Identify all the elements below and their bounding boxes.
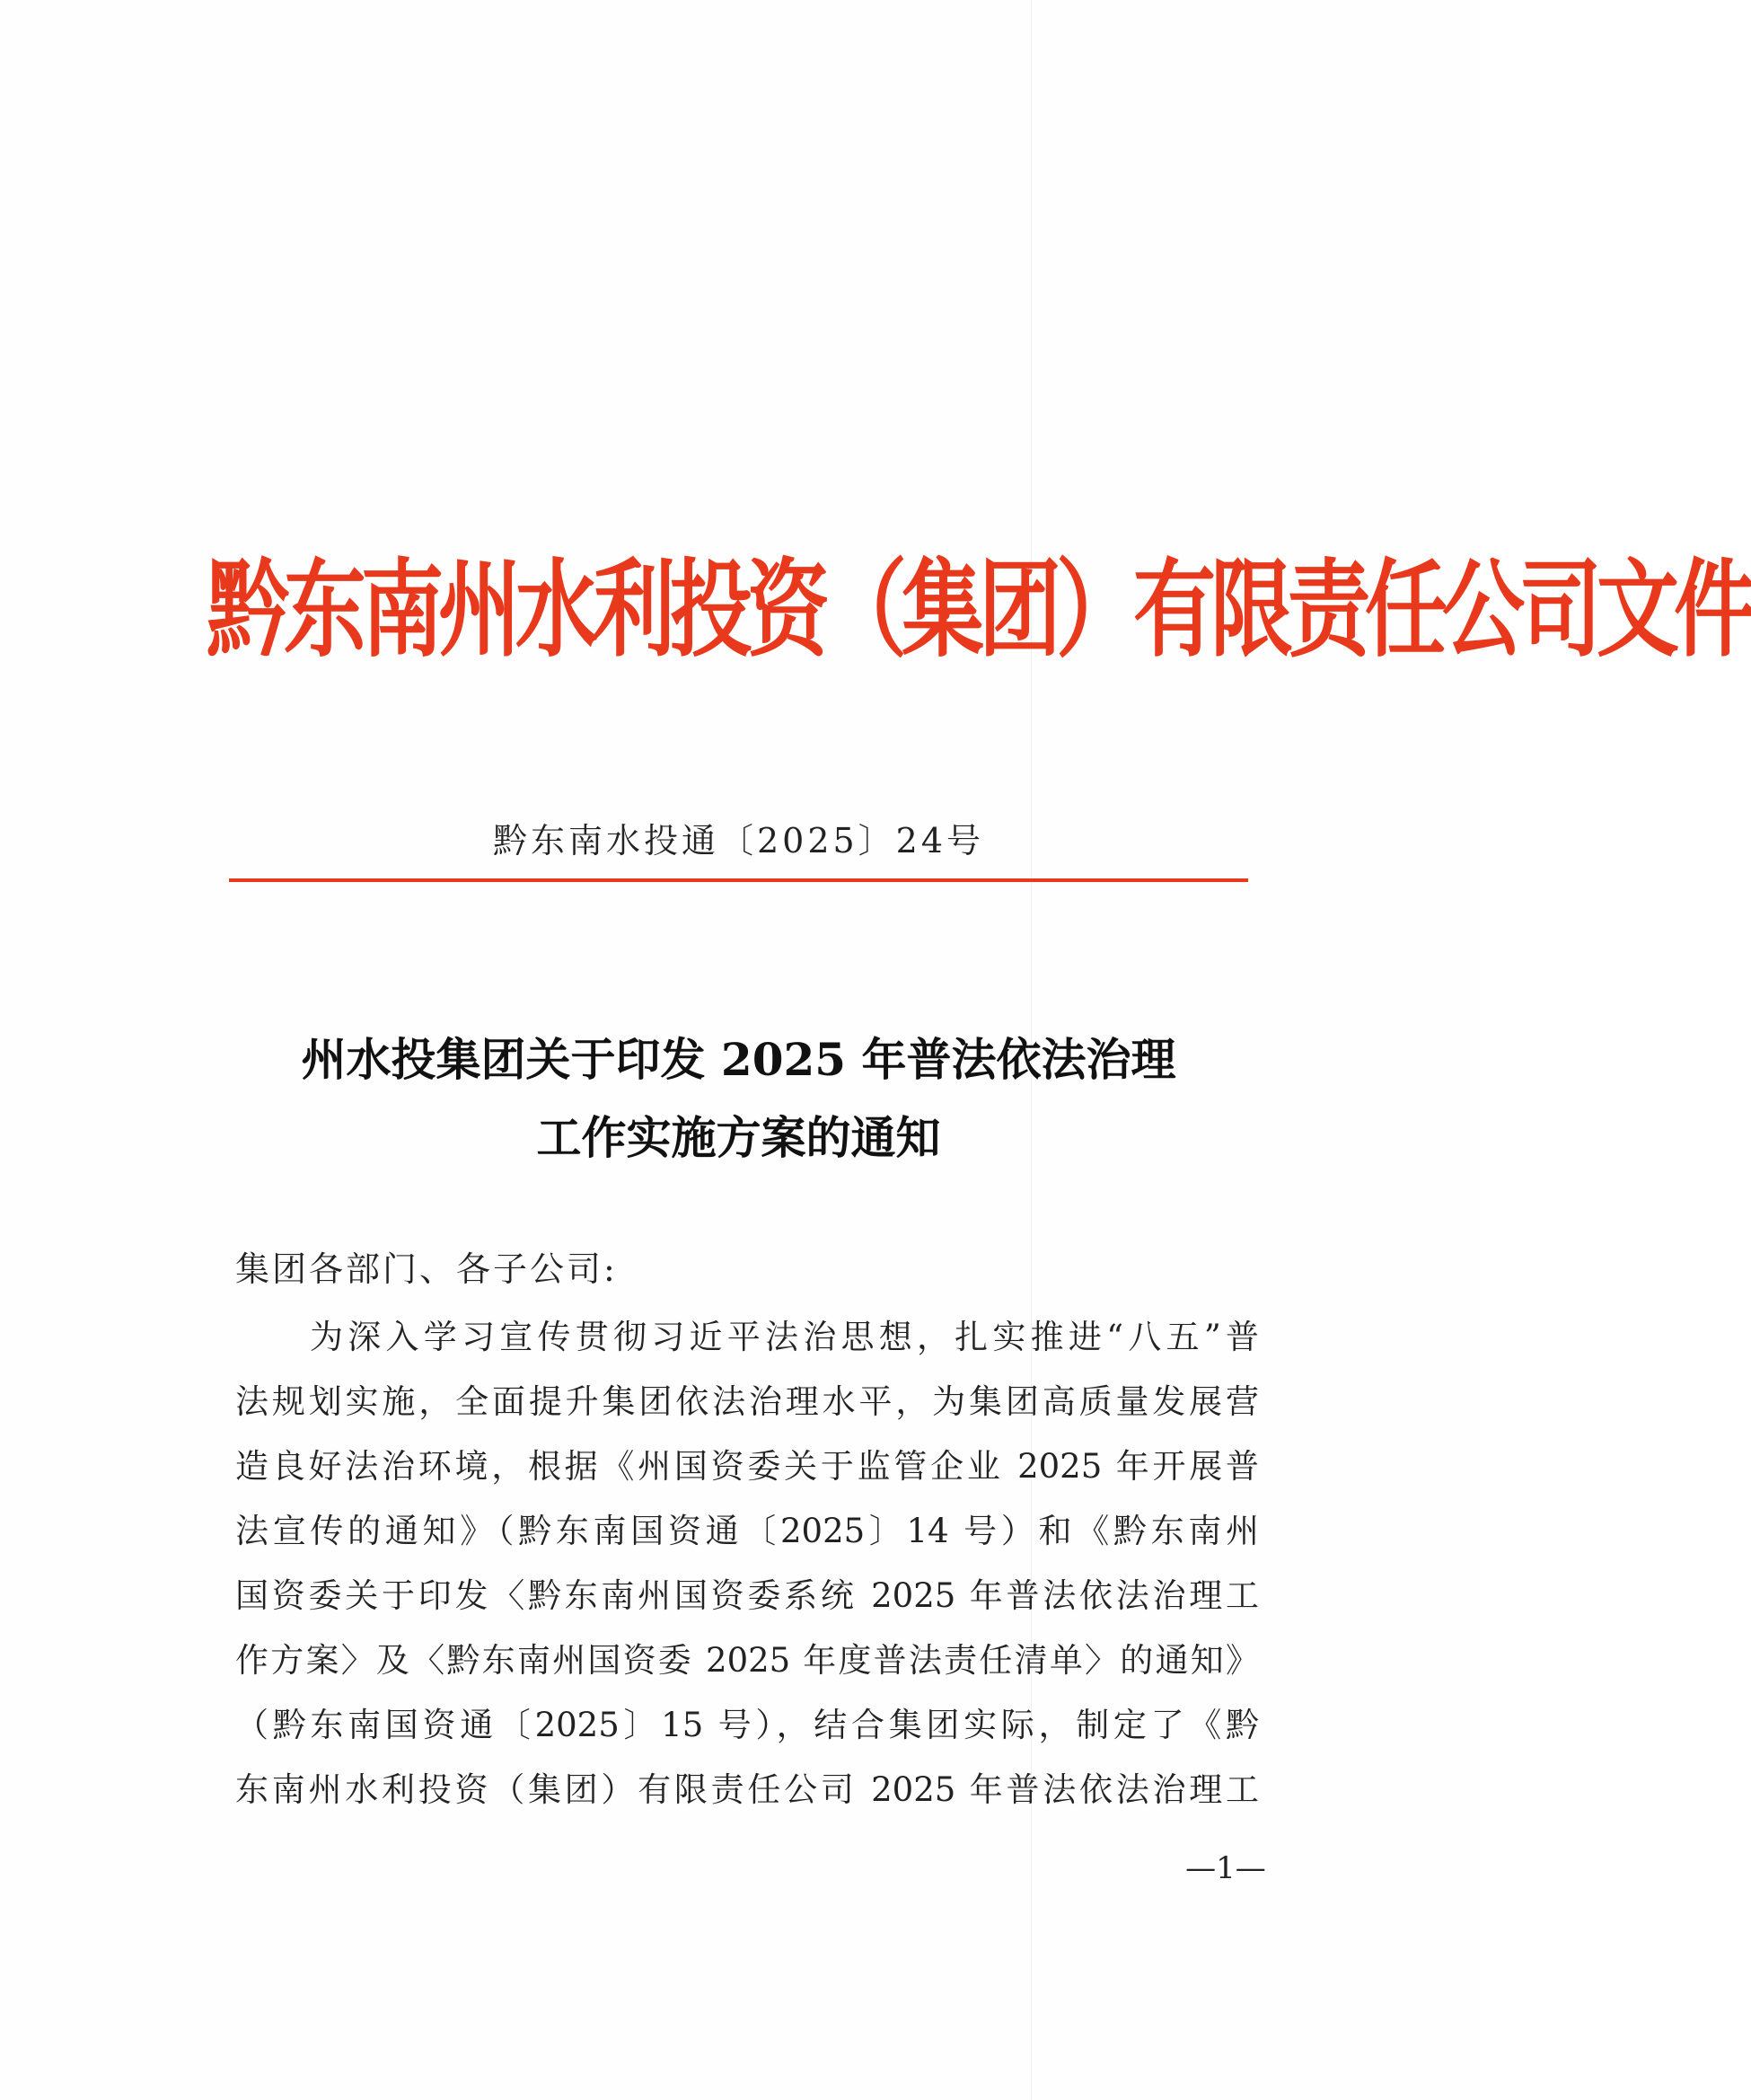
body-line: 国资委关于印发〈黔东南州国资委系统 2025 年普法依法治理工 (235, 1576, 1259, 1615)
notice-title-line-2: 工作实施方案的通知 (536, 1111, 941, 1164)
body-line: （黔东南国资通〔2025〕15 号），结合集团实际，制定了《黔 (235, 1706, 1259, 1744)
body-line: 为深入学习宣传贯彻习近平法治思想，扎实推进“八五”普 (310, 1318, 1259, 1356)
org-file-title: 黔东南州水利投资（集团）有限责任公司文件 (207, 548, 1751, 672)
body-line: 法宣传的通知》（黔东南国资通〔2025〕14 号）和《黔东南州 (235, 1512, 1259, 1550)
body-line: 东南州水利投资（集团）有限责任公司 2025 年普法依法治理工 (235, 1770, 1259, 1809)
notice-title-line-1: 州水投集团关于印发 2025 年普法依法治理 (301, 1033, 1176, 1086)
document-number: 黔东南水投通〔2025〕24号 (492, 821, 985, 860)
red-divider-line (229, 878, 1248, 882)
body-line: 造良好法治环境，根据《州国资委关于监管企业 2025 年开展普 (235, 1447, 1259, 1486)
salutation: 集团各部门、各子公司: (235, 1249, 618, 1289)
body-line: 法规划实施，全面提升集团依法治理水平，为集团高质量发展营 (235, 1382, 1259, 1421)
body-line: 作方案〉及〈黔东南州国资委 2025 年度普法责任清单〉的通知》 (235, 1641, 1259, 1680)
page-number: —1— (1185, 1850, 1266, 1886)
